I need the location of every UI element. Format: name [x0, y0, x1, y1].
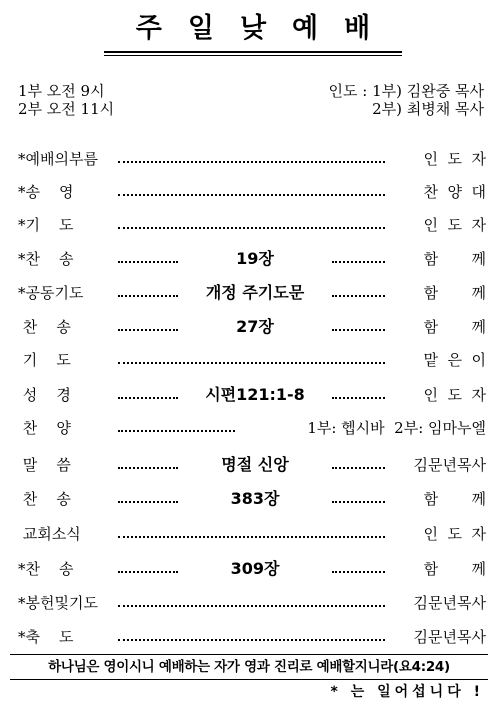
leader-dots [118, 639, 385, 641]
order-row [0, 316, 502, 338]
leader-dots [118, 397, 178, 399]
order-label: 찬 송 [18, 490, 71, 508]
title-underline-thin [104, 55, 402, 56]
order-label: *찬 송 [18, 250, 74, 268]
order-row [0, 523, 502, 545]
order-leader: 인 도 자 [423, 216, 486, 234]
order-row [0, 349, 502, 371]
order-leader: 함 께 [423, 490, 486, 508]
scripture-verse: 하나님은 영이시니 예배하는 자가 영과 진리로 예배할지니라(요4:24) [48, 659, 450, 675]
order-label: *기 도 [18, 216, 74, 234]
order-detail: 시편121:1-8 [205, 385, 305, 404]
service-time-1: 1부 오전 9시 [18, 82, 105, 100]
leader-dots [332, 467, 385, 469]
leader-dots [118, 261, 178, 263]
order-leader: 찬 양 대 [423, 183, 486, 201]
order-leader: 함 께 [423, 250, 486, 268]
title-underline [104, 51, 402, 53]
order-leader: 인 도 자 [423, 525, 486, 543]
order-detail: 개정 주기도문 [205, 283, 305, 302]
order-label: 찬 양 [18, 419, 71, 437]
order-detail: 383장 [230, 489, 280, 508]
leader-dots [118, 295, 178, 297]
order-leader: 함 께 [423, 284, 486, 302]
leader-dots [118, 605, 385, 607]
order-label: *축 도 [18, 628, 74, 646]
order-leader: 1부: 헵시바 2부: 임마누엘 [307, 419, 486, 437]
leader-dots [118, 161, 385, 163]
order-row [0, 384, 502, 406]
footer-rule-bottom [10, 679, 488, 680]
order-leader: 인 도 자 [423, 150, 486, 168]
leader-dots [332, 295, 385, 297]
order-row [0, 626, 502, 648]
order-leader: 함 께 [423, 560, 486, 578]
order-leader: 맡 은 이 [423, 351, 486, 369]
order-row [0, 282, 502, 304]
order-row [0, 454, 502, 476]
order-row [0, 488, 502, 510]
leader-dots [332, 329, 385, 331]
order-label: *공동기도 [18, 284, 84, 302]
order-label: *예배의부름 [18, 150, 98, 168]
order-label: *찬 송 [18, 560, 74, 578]
order-label: *송 영 [18, 183, 74, 201]
order-leader: 인 도 자 [423, 386, 486, 404]
order-label: 기 도 [18, 351, 71, 369]
order-row [0, 181, 502, 203]
leader-dots [118, 362, 385, 364]
leader-dots [332, 261, 385, 263]
standing-note: * 는 일어섭니다 ! [330, 684, 484, 700]
order-leader: 김문년목사 [413, 456, 486, 474]
leader-dots [332, 501, 385, 503]
order-label: 찬 송 [18, 318, 71, 336]
order-leader: 함 께 [423, 318, 486, 336]
title-block [104, 10, 402, 50]
leader-dots [118, 501, 178, 503]
order-row [0, 417, 502, 439]
leader-dots [332, 397, 385, 399]
leader-line-2: 2부) 최병채 목사 [372, 100, 484, 118]
footer-rule-top [10, 654, 488, 655]
order-row [0, 214, 502, 236]
order-label: 교회소식 [18, 525, 81, 543]
leader-dots [118, 536, 385, 538]
order-detail: 27장 [236, 317, 274, 336]
order-label: 성 경 [18, 386, 71, 404]
page-title: 주일낮예배 [135, 13, 397, 44]
order-row [0, 148, 502, 170]
order-label: *봉헌및기도 [18, 594, 98, 612]
leader-dots [118, 329, 178, 331]
order-label: 말 씀 [18, 456, 71, 474]
leader-line-1: 인도 : 1부) 김완중 목사 [328, 82, 484, 100]
service-time-2: 2부 오전 11시 [18, 100, 115, 118]
leader-dots [118, 430, 235, 432]
order-leader: 김문년목사 [413, 628, 486, 646]
order-row [0, 592, 502, 614]
leader-dots [118, 194, 385, 196]
leader-dots [118, 467, 178, 469]
order-detail: 19장 [236, 249, 274, 268]
leader-dots [118, 227, 385, 229]
order-detail: 명절 신앙 [221, 455, 289, 474]
leader-dots [332, 571, 385, 573]
order-row [0, 248, 502, 270]
order-detail: 309장 [230, 559, 280, 578]
order-row [0, 558, 502, 580]
order-leader: 김문년목사 [413, 594, 486, 612]
leader-dots [118, 571, 178, 573]
